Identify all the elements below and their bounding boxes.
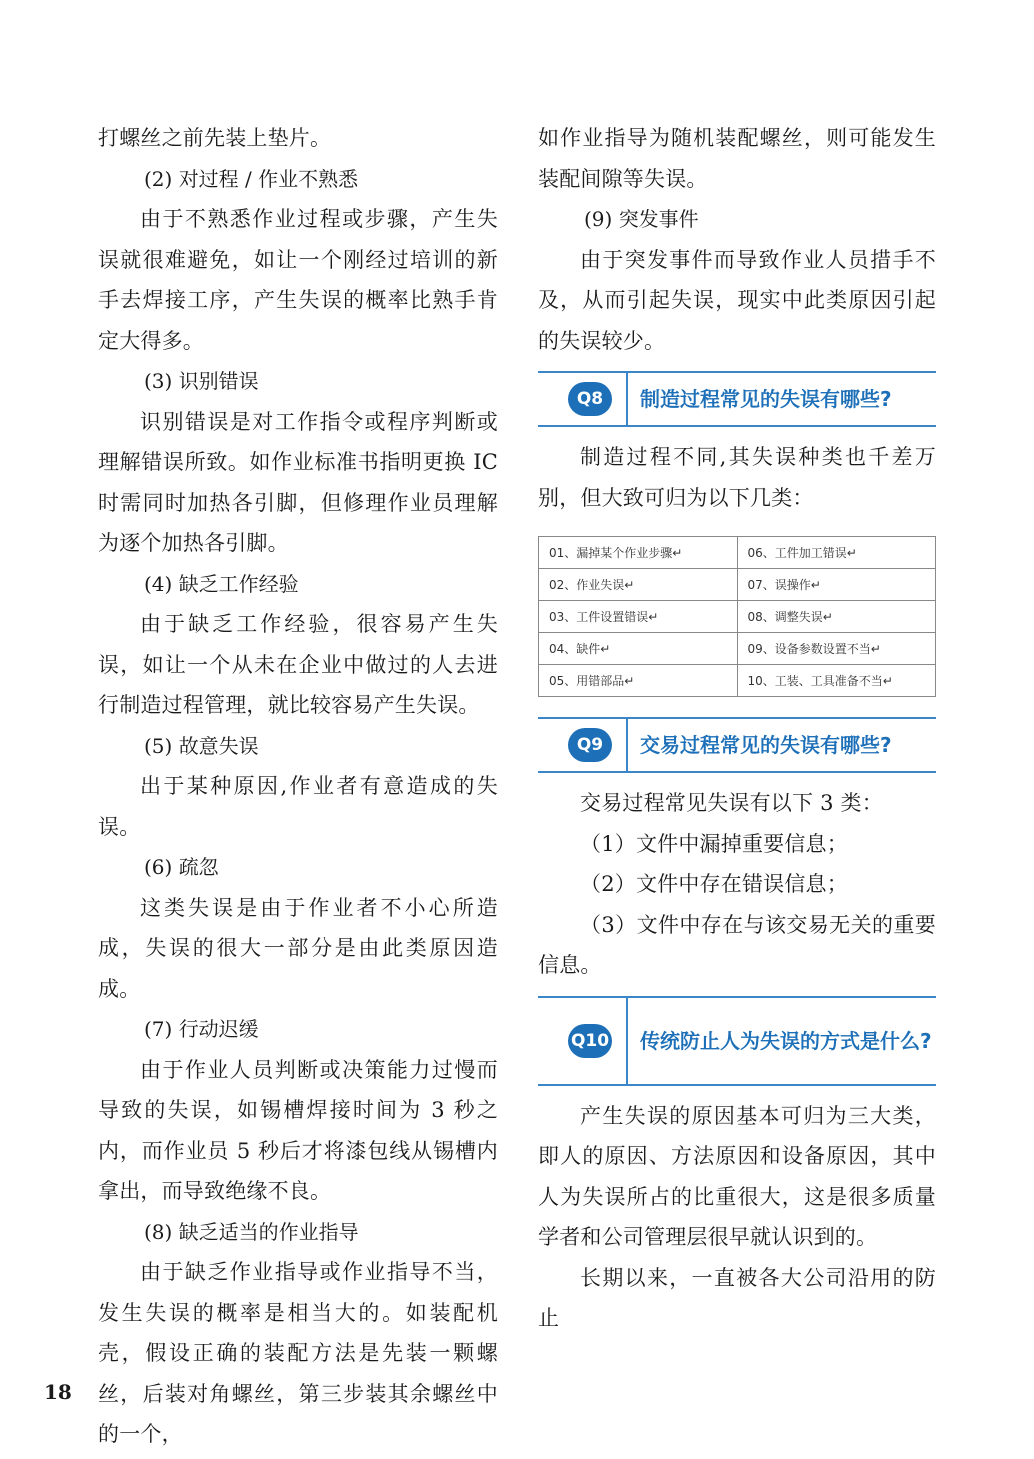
paragraph: 由于作业人员判断或决策能力过慢而导致的失误，如锡槽焊接时间为 3 秒之内，而作业员 5 秒后才将漆包线从锡槽内拿出，而导致绝缘不良。 (98, 1057, 498, 1203)
paragraph: 如作业指导为随机装配螺丝，则可能发生装配间隙等失误。 (538, 126, 936, 191)
table-row (539, 537, 936, 569)
question-header-q9 (538, 717, 936, 773)
paragraph: 由于突发事件而导致作业人员措手不及，从而引起失误，现实中此类原因引起的失误较少。 (538, 247, 936, 353)
table-cell: 01、漏掉某个作业步骤↵ (539, 537, 738, 569)
paragraph: 识别错误是对工作指令或程序判断或理解错误所致。如作业标准书指明更换 IC 时需同时加热各引脚，但修理作业员理解为逐个加热各引脚。 (98, 409, 498, 555)
table-cell: 08、调整失误↵ (737, 601, 936, 633)
list-item: （2）文件中存在错误信息； (580, 872, 848, 896)
table-cell: 06、工件加工错误↵ (737, 537, 936, 569)
paragraph: 由于缺乏工作经验，很容易产生失误，如让一个从未在企业中做过的人去进行制造过程管理，就比较容易产生失误。 (98, 612, 498, 717)
subheading: (7) 行动迟缓 (144, 1017, 259, 1041)
paragraph: 由于不熟悉作业过程或步骤，产生失误就很难避免，如让一个刚经过培训的新手去焊接工序，产生失误的概率比熟手肯定大得多。 (98, 207, 498, 353)
list-item: （3）文件中存在与该交易无关的重要信息。 (538, 912, 936, 977)
question-title: 传统防止人为失误的方式是什么? (640, 1028, 932, 1053)
table-row (539, 601, 936, 633)
table-row (539, 665, 936, 697)
subheading: (3) 识别错误 (144, 369, 259, 393)
paragraph: 交易过程常见失误有以下 3 类： (580, 791, 883, 815)
paragraph: 出于某种原因,作业者有意造成的失误。 (98, 774, 498, 839)
question-header-q10 (538, 996, 936, 1086)
divider (626, 998, 628, 1084)
divider (626, 373, 628, 425)
paragraph: 这类失误是由于作业者不小心所造成，失误的很大一部分是由此类原因造成。 (98, 895, 498, 1001)
error-types-table (538, 536, 936, 697)
paragraph: 由于缺乏作业指导或作业指导不当，发生失误的概率是相当大的。如装配机壳，假设正确的装配方法是先装一颗螺丝，后装对角螺丝，第三步装其余螺丝中的一个， (98, 1260, 498, 1446)
table-cell: 05、用错部品↵ (539, 665, 738, 697)
subheading: (5) 故意失误 (144, 733, 259, 758)
paragraph: 打螺丝之前先装上垫片。 (98, 126, 332, 150)
paragraph: 产生失误的原因基本可归为三大类，即人的原因、方法原因和设备原因，其中人为失误所占的比重很大，这是很多质量学者和公司管理层很早就认识到的。 (538, 1103, 936, 1249)
right-column (538, 118, 936, 1339)
paragraph: 制造过程不同,其失误种类也千差万别，但大致可归为以下几类： (538, 445, 936, 510)
page-number: 18 (44, 1380, 72, 1404)
subheading: (6) 疏忽 (144, 855, 219, 879)
left-column (98, 118, 498, 1455)
divider (626, 719, 628, 771)
question-title: 交易过程常见的失误有哪些? (640, 733, 892, 757)
table-row (539, 569, 936, 601)
list-item: （1）文件中漏掉重要信息； (580, 831, 848, 856)
subheading: (8) 缺乏适当的作业指导 (144, 1219, 359, 1244)
table-cell: 04、缺件↵ (539, 633, 738, 665)
table-cell: 07、误操作↵ (737, 569, 936, 601)
subheading: (9) 突发事件 (584, 207, 699, 231)
question-title: 制造过程常见的失误有哪些? (640, 387, 892, 411)
table-cell: 09、设备参数设置不当↵ (737, 633, 936, 665)
table-cell: 02、作业失误↵ (539, 569, 738, 601)
table-cell: 03、工件设置错误↵ (539, 601, 738, 633)
table-row (539, 633, 936, 665)
subheading: (2) 对过程 / 作业不熟悉 (144, 166, 359, 191)
question-badge: Q8 (568, 382, 612, 416)
question-badge: Q9 (568, 728, 612, 762)
question-badge: Q10 (568, 1024, 612, 1058)
table-cell: 10、工装、工具准备不当↵ (737, 665, 936, 697)
subheading: (4) 缺乏工作经验 (144, 571, 299, 596)
question-header-q8 (538, 371, 936, 427)
paragraph: 长期以来，一直被各大公司沿用的防止 (538, 1265, 936, 1330)
